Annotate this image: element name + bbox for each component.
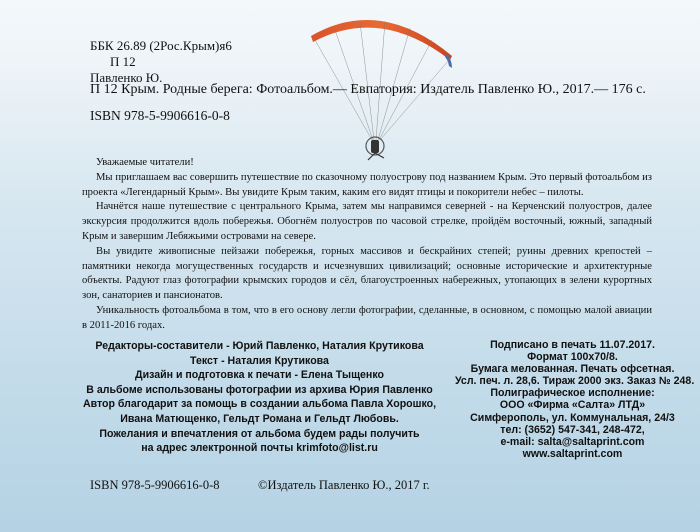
intro-paragraph: Мы приглашаем вас совершить путешествие по сказочному полуострову под названием Крым. Это первый фотоальбом из проекта «Легендарный Крым». Вы увидите Крым таким, каким его видят птицы и покорители небес – пилоты. — [82, 171, 652, 198]
credit-line: на адрес электронной почты krimfoto@list.ru — [141, 442, 378, 455]
print-line: Симферополь, ул. Коммунальная, 24/3 — [470, 411, 675, 424]
author-name: Павленко Ю. — [90, 70, 163, 85]
print-line: Усл. печ. л. 28,6. Тираж 2000 экз. Заказ № 248. — [455, 375, 695, 388]
intro-paragraph: Вы увидите живописные пейзажи побережья, горных массивов и бескрайних степей; руины древних крепостей – памятники некогда могущественных государств и исчезнувших цивилизаций; основные исторические и архитектурные объекты. Радуют глаз фотографии крымских городов и сёл, благоустроенных набережных, утопающих в зелени курортных зон, санаториев и пансионатов. — [82, 245, 652, 302]
print-info-block — [455, 339, 695, 460]
isbn-bottom: ISBN 978-5-9906616-0-8 — [90, 478, 220, 492]
print-line: e-mail: salta@saltaprint.com — [500, 435, 645, 448]
print-line: www.saltaprint.com — [522, 447, 623, 460]
credit-line: В альбоме использованы фотографии из архива Юрия Павленко — [86, 383, 433, 396]
credit-line: Текст - Наталия Крутикова — [190, 354, 329, 367]
credit-line: Автор благодарит за помощь в создании альбома Павла Хорошко, — [82, 398, 437, 411]
intro-greeting: Уважаемые читатели! — [96, 157, 194, 168]
credit-line: Редакторы-составители - Юрий Павленко, Наталия Крутикова — [95, 340, 424, 352]
print-line: Бумага мелованная. Печать офсетная. — [470, 363, 675, 376]
intro-paragraph: Начнётся наше путешествие с центрального Крыма, затем мы направимся северней - на Керченский полуостров, далее экскурсия продолжится вдоль побережья. Обогнём полуостров по часовой стрелке, пройдём восточный, южный, западный Крым и завершим Лебяжьими островами на севере. — [82, 201, 652, 242]
isbn-top: ISBN 978-5-9906616-0-8 — [90, 108, 230, 123]
print-line: Формат 100х70/8. — [527, 351, 618, 364]
print-line: Подписано в печать 11.07.2017. — [490, 339, 655, 351]
intro-text — [82, 156, 652, 334]
credit-line: Ивана Матющенко, Гельдт Романа и Гельдт Любовь. — [120, 412, 399, 425]
credit-line: Дизайн и подготовка к печати - Елена Тыщенко — [135, 369, 384, 382]
print-line: Полиграфическое исполнение: — [490, 387, 655, 400]
intro-paragraph: Уникальность фотоальбома в том, что в его основу легли фотографии, сделанные, в основном, с помощью малой авиации в 2011-2016 годах. — [82, 304, 652, 331]
bbk-code: ББК 26.89 (2Рос.Крым)я6 — [90, 38, 232, 53]
copyright: ©Издатель Павленко Ю., 2017 г. — [258, 478, 430, 492]
author-sign: П 12 — [110, 54, 136, 69]
credits-block — [82, 339, 437, 456]
credit-line: Пожелания и впечатления от альбома будем рады получить — [99, 427, 420, 440]
bibliographic-heading: П 12 Крым. Родные берега: Фотоальбом.— Евпатория: Издатель Павленко Ю., 2017.— 176 с. — [90, 82, 646, 97]
print-line: тел: (3652) 547-341, 248-472, — [500, 423, 645, 436]
print-line: ООО «Фирма «Салта» ЛТД» — [499, 399, 646, 412]
